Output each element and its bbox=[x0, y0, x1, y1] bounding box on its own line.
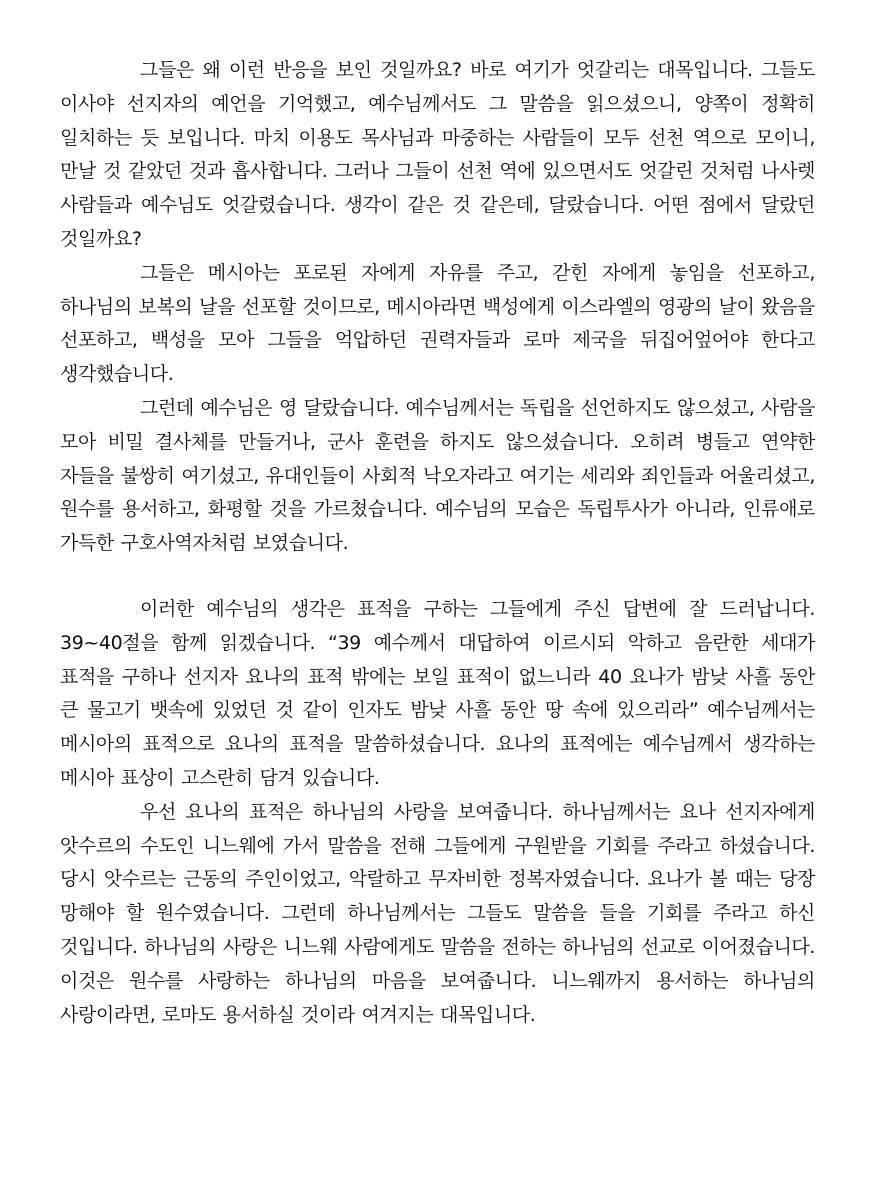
paragraph-3: 그런데 예수님은 영 달랐습니다. 예수님께서는 독립을 선언하지도 않으셨고, 사람을 모아 비밀 결사체를 만들거나, 군사 훈련을 하지도 않으셨습니다. 오히려 병들고 연약한 자들을 불쌍히 여기셨고, 유대인들이 사회적 낙오자라고 여기는 세리와 죄인들과 어울리셨고, 원수를 용서하고, 화평할 것을 가르쳤습니다. 예수님의 모습은 독립투사가 아니라, 인류애로 가득한 구호사역자처럼 보였습니다. bbox=[60, 396, 815, 555]
paragraph-2: 그들은 메시아는 포로된 자에게 자유를 주고, 갇힌 자에게 놓임을 선포하고, 하나님의 보복의 날을 선포할 것이므로, 메시아라면 백성에게 이스라엘의 영광의 날이 왔음을 선포하고, 백성을 모아 그들을 억압하던 권력자들과 로마 제국을 뒤집어엎어야 한다고 생각했습니다. bbox=[60, 261, 815, 386]
section-gap bbox=[60, 561, 815, 593]
paragraph-5: 우선 요나의 표적은 하나님의 사랑을 보여줍니다. 하나님께서는 요나 선지자에게 앗수르의 수도인 니느웨에 가서 말씀을 전해 그들에게 구원받을 기회를 주라고 하셨습니다. 당시 앗수르는 근동의 주인이었고, 악랄하고 무자비한 정복자였습니다. 요나가 볼 때는 당장 망해야 할 원수였습니다. 그런데 하나님께서는 그들도 말씀을 들을 기회를 주라고 하신 것입니다. 하나님의 사랑은 니느웨 사람에게도 말씀을 전하는 하나님의 선교로 이어졌습니다. 이것은 원수를 사랑하는 하나님의 마음을 보여줍니다. 니느웨까지 용서하는 하나님의 사랑이라면, 로마도 용서하실 것이라 여겨지는 대목입니다. bbox=[60, 800, 815, 1026]
paragraph-4: 이러한 예수님의 생각은 표적을 구하는 그들에게 주신 답변에 잘 드러납니다. 39~40절을 함께 읽겠습니다. “39 예수께서 대답하여 이르시되 악하고 음란한 세대가 표적을 구하나 선지자 요나의 표적 밖에는 보일 표적이 없느니라 40 요나가 밤낮 사흘 동안 큰 물고기 뱃속에 있었던 것 같이 인자도 밤낮 사흘 동안 땅 속에 있으리라” 예수님께서는 메시아의 표적으로 요나의 표적을 말씀하셨습니다. 요나의 표적에는 예수님께서 생각하는 메시아 표상이 고스란히 담겨 있습니다. bbox=[60, 597, 815, 789]
paragraph-1: 그들은 왜 이런 반응을 보인 것일까요? 바로 여기가 엇갈리는 대목입니다. 그들도 이사야 선지자의 예언을 기억했고, 예수님께서도 그 말씀을 읽으셨으니, 양쪽이 정확히 일치하는 듯 보입니다. 마치 이용도 목사님과 마중하는 사람들이 모두 선천 역으로 모이니, 만날 것 같았던 것과 흡사합니다. 그러나 그들이 선천 역에 있으면서도 엇갈린 것처럼 나사렛 사람들과 예수님도 엇갈렸습니다. 생각이 같은 것 같은데, 달랐습니다. 어떤 점에서 달랐던 것일까요? bbox=[60, 59, 815, 250]
